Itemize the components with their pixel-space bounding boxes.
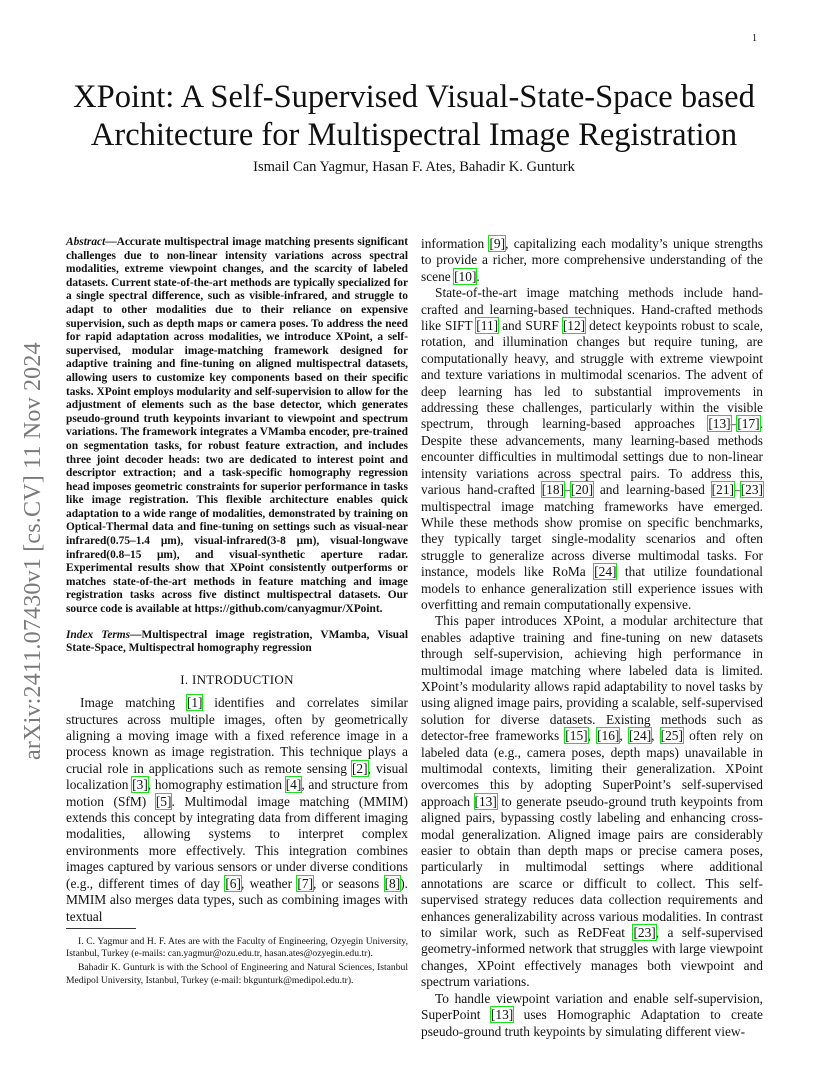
paragraph-viewpoint: To handle viewpoint variation and enable self-supervision, SuperPoint [13] uses Homographic Adaptation to create pseudo-ground truth keypoints by simulating different view-	[421, 990, 763, 1039]
paragraph-contribution: This paper introduces XPoint, a modular architecture that enables adaptive training and fine-tuning on new datasets through self-supervision, achieving high performance in multimodal image matching where labeled data is limited. XPoint’s modularity allows rapid adaptability to novel tasks by using aligned image pairs, providing a scalable, self-supervised solution for diverse datasets. Existing methods such as detector-free frameworks [15], [16], [24], [25] often rely on labeled data (e.g., camera poses, depth maps) unavailable in multimodal contexts, limiting their generalization. XPoint overcomes this by adopting SuperPoint’s self-supervised approach [13] to generate pseudo-ground truth keypoints from aligned pairs, bypassing costly labeling and enhancing cross-modal generalization. Aligned image pairs are considerably easier to obtain than depth maps or precise camera poses, particularly in multimodal settings where additional annotations are scarce or difficult to collect. This self-supervised strategy reduces data collection requirements and enhances generalizability across various modalities. In contrast to similar work, such as ReDFeat [23], a self-supervised geometry-informed network that struggles with large viewpoint changes, XPoint effectively manages both viewpoint and spectrum variations.	[421, 613, 764, 990]
citation-link[interactable]: [2]	[351, 760, 368, 776]
citation-link[interactable]: [18]	[541, 482, 565, 498]
abstract-heading: Abstract	[66, 236, 106, 248]
footnotes	[66, 936, 408, 989]
arxiv-identifier-stamp[interactable]: arXiv:2411.07430v1 [cs.CV] 11 Nov 2024	[20, 342, 46, 760]
citation-link[interactable]: [6]	[225, 875, 241, 891]
citation-link[interactable]: [15]	[565, 728, 588, 744]
citation-link[interactable]: [24]	[594, 564, 617, 580]
left-column	[66, 236, 408, 925]
citation-link[interactable]: [21]	[711, 482, 734, 498]
citation-link[interactable]: [13]	[708, 416, 731, 432]
index-terms-text: —Multispectral image registration, VMamba, Visual State-Space, Multispectral homography regression	[66, 628, 408, 655]
section-heading-introduction: I. INTRODUCTION	[180, 671, 294, 687]
page-number: 1	[752, 33, 757, 44]
citation-link[interactable]: [23]	[740, 482, 763, 498]
citation-link[interactable]: [12]	[562, 318, 586, 334]
paper-title: XPoint: A Self-Supervised Visual-State-Space based Architecture for Multispectral Image Registration	[73, 79, 755, 153]
right-column	[421, 236, 763, 1040]
index-terms	[66, 629, 408, 656]
paragraph-continued: information [9], capitalizing each modality’s unique strengths to provide a richer, more comprehensive understanding of the scene [10].	[421, 236, 763, 284]
citation-link[interactable]: [9]	[489, 236, 506, 251]
citation-link[interactable]: [4]	[285, 777, 302, 793]
citation-link[interactable]: [13]	[474, 793, 497, 809]
citation-link[interactable]: [17]	[737, 416, 760, 432]
footnote-rule	[66, 928, 136, 929]
citation-link[interactable]: [16]	[597, 728, 620, 744]
index-terms-heading: Index Terms	[66, 628, 131, 641]
paragraph-state-of-the-art: State-of-the-art image matching methods include hand-crafted and learning-based techniques. Hand-crafted methods like SIFT [11] and SURF [12] detect keypoints robust to scale, rotation, and illumination changes but require tuning, are computationally heavy, and struggle with extreme viewpoint and texture variations in multimodal scenarios. The advent of deep learning has led to substantial improvements in addressing these challenges, particularly within the visible spectrum, through learning-based approaches [13]–[17]. Despite these advancements, many learning-based methods encounter difficulties in multimodal settings due to non-linear intensity variations across spectral pairs. To address this, various hand-crafted [18]–[20] and learning-based [21]–[23] multispectral image matching frameworks have emerged. While these methods show promise on specific benchmarks, they typically target single-modality scenarios and often struggle to generalize across diverse multimodal tasks. For instance, models like RoMa [24] that utilize foundational models to enhance generalization still experience issues with overfitting and remain computationally expensive.	[421, 285, 763, 612]
citation-link[interactable]: [20]	[570, 482, 594, 498]
citation-link[interactable]: [3]	[132, 777, 148, 793]
citation-link[interactable]: [10]	[454, 268, 477, 284]
citation-link[interactable]: [8]	[384, 875, 401, 891]
citation-link[interactable]: [23]	[633, 925, 656, 941]
intro-paragraph: Image matching [1] identifies and correlates similar structures across multiple images, often by geometrically aligning a moving image with a fixed reference image in a process known as image registration. This technique plays a crucial role in applications such as remote sensing [2], visual localization [3], homography estimation [4], and structure from motion (SfM) [5]. Multimodal image matching (MMIM) extends this concept by integrating data from different imaging modalities, allowing systems to interpret complex environments more effectively. This integration combines images captured by various sensors or under diverse conditions (e.g., different times of day [6], weather [7], or seasons [8]). MMIM also merges data types, such as combining images with textual	[66, 695, 408, 924]
footnote-affiliation-2: Bahadir K. Gunturk is with the School of Engineering and Natural Sciences, Istanbul Medipol University, Istanbul, Turkey (e-mail: bkgunturk@medipol.edu.tr).	[66, 962, 408, 986]
citation-link[interactable]: [24]	[628, 728, 652, 744]
author-list: Ismail Can Yagmur, Hasan F. Ates, Bahadir K. Gunturk	[253, 159, 575, 175]
citation-link[interactable]: [25]	[660, 728, 683, 744]
citation-link[interactable]: [7]	[297, 875, 314, 891]
abstract	[66, 236, 408, 617]
citation-link[interactable]: [11]	[476, 318, 499, 334]
citation-link[interactable]: [13]	[490, 1007, 514, 1023]
citation-link[interactable]: [5]	[155, 793, 172, 809]
footnote-affiliation-1: I. C. Yagmur and H. F. Ates are with the Faculty of Engineering, Ozyegin University, Istanbul, Turkey (e-mails: can.yagmur@ozu.edu.tr, hasan.ates@ozyegin.edu.tr).	[66, 936, 408, 960]
abstract-text: —Accurate multispectral image matching presents significant challenges due to non-linear intensity variations across spectral modalities, extreme viewpoint changes, and the scarcity of labeled datasets. Current state-of-the-art methods are typically specialized for a single spectral difference, such as visible-infrared, and struggle to adapt to other modalities due to their reliance on expensive supervision, such as depth maps or camera poses. To address the need for rapid adaptation across modalities, we introduce XPoint, a self-supervised, modular image-matching framework designed for adaptive training and fine-tuning on aligned multispectral datasets, allowing users to customize key components based on their specific tasks. XPoint employs modularity and self-supervision to allow for the adjustment of elements such as the base detector, which generates pseudo-ground truth keypoints invariant to viewpoint and spectrum variations. The framework integrates a VMamba encoder, pre-trained on segmentation tasks, for robust feature extraction, and includes three joint decoder heads: two are dedicated to interest point and descriptor extraction; and a task-specific homography regression head imposes geometric constraints for superior performance in tasks like image registration. This flexible architecture enables quick adaptation to a wide range of modalities, demonstrated by training on Optical-Thermal data and fine-tuning on settings such as visual-near infrared(0.75–1.4 μm), visual-infrared(3-8 μm), visual-longwave infrared(0.8–15 μm), and visual-synthetic aperture radar. Experimental results show that XPoint consistently outperforms or matches state-of-the-art methods in feature matching and image registration tasks across five distinct multispectral datasets. Our source code is available at https://github.com/canyagmur/XPoint.	[66, 236, 408, 616]
citation-link[interactable]: [1]	[186, 695, 203, 711]
